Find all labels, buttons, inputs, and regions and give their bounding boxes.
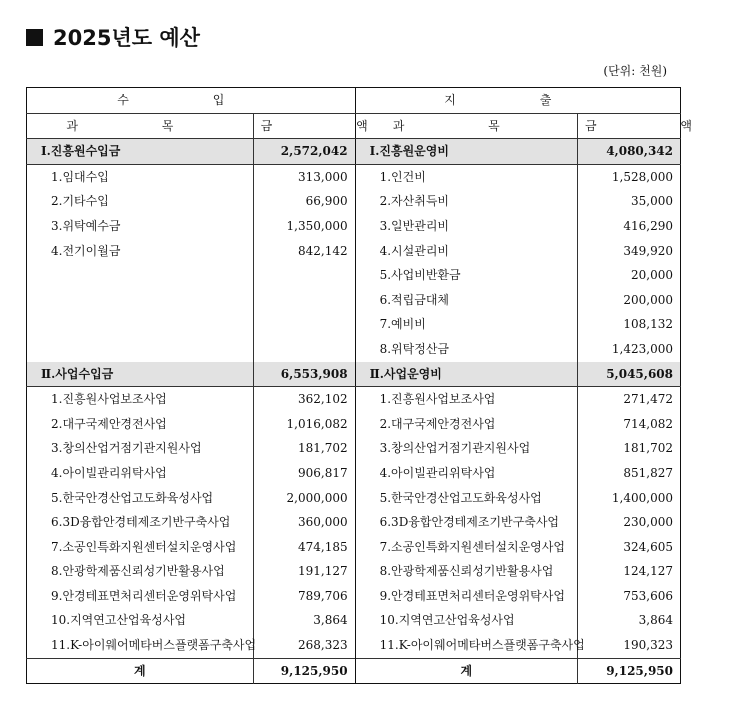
expense-item-cell: 4.시설관리비 (355, 239, 577, 264)
table-row (27, 486, 681, 511)
income-amount-cell: 2,000,000 (253, 486, 355, 511)
expense-item-cell: 계 (355, 658, 577, 684)
table-row (27, 312, 681, 337)
table-row (27, 608, 681, 633)
expense-item-cell: 3.일반관리비 (355, 214, 577, 239)
expense-amount-cell: 714,082 (623, 416, 673, 431)
table-row (27, 510, 681, 535)
income-amount-cell: 191,127 (253, 559, 355, 584)
income-amount-cell (253, 312, 355, 337)
table-row (27, 436, 681, 461)
expense-amount-cell: 9,125,950 (577, 658, 680, 684)
income-item-cell (27, 263, 254, 288)
expense-amount-cell: 1,423,000 (611, 341, 673, 356)
income-amount-cell: 2,572,042 (253, 139, 355, 165)
income-item-cell: 1.임대수입 (27, 164, 254, 189)
expense-amount-cell: 230,000 (623, 515, 673, 530)
income-amount-cell: 474,185 (253, 535, 355, 560)
budget-table (26, 87, 732, 684)
expense-item-cell: 5.사업비반환금 (355, 263, 577, 288)
expense-amount-cell: 20,000 (631, 268, 673, 283)
expense-item-cell: 3.창의산업거점기관지원사업 (355, 436, 577, 461)
expense-item-cell: 11.K-아이웨어메타버스플랫폼구축사업 (355, 633, 577, 658)
section-row (27, 139, 681, 165)
income-header: 수 입 (27, 88, 356, 114)
expense-item-header: 과 목 (355, 113, 577, 139)
expense-amount-cell: 349,920 (623, 243, 673, 258)
expense-amount-cell: 1,528,000 (611, 169, 673, 184)
expense-item-cell: 8.안광학제품신뢰성기반활용사업 (355, 559, 577, 584)
table-row (27, 214, 681, 239)
expense-item-cell: 8.위탁정산금 (355, 337, 577, 362)
table-row (27, 535, 681, 560)
expense-item-cell: 1.진흥원사업보조사업 (355, 387, 577, 412)
income-amount-cell: 906,817 (253, 461, 355, 486)
income-item-cell: 3.위탁예수금 (27, 214, 254, 239)
table-row (27, 337, 681, 362)
table-row (27, 288, 681, 313)
expense-item-cell: 9.안경테표면처리센터운영위탁사업 (355, 584, 577, 609)
square-bullet-icon (26, 29, 43, 46)
expense-item-cell: Ⅰ.진흥원운영비 (355, 139, 577, 165)
title-text: 2025년도 예산 (53, 26, 200, 50)
expense-amount-cell: 416,290 (623, 218, 673, 233)
income-item-cell: 3.창의산업거점기관지원사업 (27, 436, 254, 461)
income-item-cell: 8.안광학제품신뢰성기반활용사업 (27, 559, 254, 584)
table-row (27, 412, 681, 437)
income-item-cell: 4.아이빌관리위탁사업 (27, 461, 254, 486)
expense-item-cell: 2.대구국제안경전사업 (355, 412, 577, 437)
expense-item-cell: 1.인건비 (355, 164, 577, 189)
income-item-cell: 7.소공인특화지원센터설치운영사업 (27, 535, 254, 560)
income-item-cell: 2.대구국제안경전사업 (27, 412, 254, 437)
expense-item-cell: 7.소공인특화지원센터설치운영사업 (355, 535, 577, 560)
expense-amount-cell: 324,605 (623, 539, 673, 554)
expense-amount-cell: 1,400,000 (611, 490, 673, 505)
expense-amount-cell: 181,702 (623, 441, 673, 456)
expense-amount-cell: 35,000 (631, 194, 673, 209)
table-row (27, 461, 681, 486)
expense-item-cell: 6.3D융합안경테제조기반구축사업 (355, 510, 577, 535)
expense-item-cell: 2.자산취득비 (355, 189, 577, 214)
income-item-cell (27, 337, 254, 362)
table-row (27, 584, 681, 609)
header-row-sub (27, 113, 681, 139)
expense-amount-cell: 124,127 (623, 564, 673, 579)
table-row (27, 263, 681, 288)
income-amount-cell: 360,000 (253, 510, 355, 535)
income-item-cell: Ⅱ.사업수입금 (27, 362, 254, 387)
income-amount-cell: 1,350,000 (253, 214, 355, 239)
expense-item-cell: 7.예비비 (355, 312, 577, 337)
income-item-cell: 4.전기이월금 (27, 239, 254, 264)
section-row (27, 362, 681, 387)
income-amount-cell: 9,125,950 (253, 658, 355, 684)
income-item-cell (27, 312, 254, 337)
table-row (27, 559, 681, 584)
expense-item-cell: 6.적립금대체 (355, 288, 577, 313)
expense-amount-header: 금 액 (577, 113, 680, 139)
income-amount-cell: 66,900 (253, 189, 355, 214)
unit-note: (단위: 천원) (603, 64, 667, 78)
income-amount-cell: 789,706 (253, 584, 355, 609)
table-row (27, 189, 681, 214)
income-amount-cell: 842,142 (253, 239, 355, 264)
income-item-cell: 5.한국안경산업고도화육성사업 (27, 486, 254, 511)
expense-amount-cell: 190,323 (623, 638, 673, 653)
table-row (27, 239, 681, 264)
income-item-cell: 1.진흥원사업보조사업 (27, 387, 254, 412)
header-row-main (27, 88, 681, 114)
income-amount-cell (253, 263, 355, 288)
income-amount-cell: 268,323 (253, 633, 355, 658)
expense-amount-cell: 200,000 (623, 292, 673, 307)
income-amount-cell (253, 337, 355, 362)
income-amount-cell: 313,000 (253, 164, 355, 189)
income-amount-cell (253, 288, 355, 313)
expense-amount-cell: 5,045,608 (577, 362, 680, 387)
income-item-cell: 10.지역연고산업육성사업 (27, 608, 254, 633)
income-item-cell: 11.K-아이웨어메타버스플랫폼구축사업 (27, 633, 254, 658)
income-amount-cell: 1,016,082 (253, 412, 355, 437)
income-item-cell: Ⅰ.진흥원수입금 (27, 139, 254, 165)
expense-amount-cell: 271,472 (623, 392, 673, 407)
table-row (27, 387, 681, 412)
expense-amount-cell: 108,132 (623, 317, 673, 332)
expense-item-cell: 10.지역연고산업육성사업 (355, 608, 577, 633)
income-item-cell: 2.기타수입 (27, 189, 254, 214)
expense-amount-cell: 3,864 (638, 613, 673, 628)
table-row (27, 633, 681, 658)
expense-amount-cell: 753,606 (623, 588, 673, 603)
total-row (27, 658, 681, 684)
table-row (27, 164, 681, 189)
expense-item-cell: 5.한국안경산업고도화육성사업 (355, 486, 577, 511)
income-item-header: 과 목 (27, 113, 254, 139)
income-amount-cell: 3,864 (253, 608, 355, 633)
income-item-cell: 9.안경테표면처리센터운영위탁사업 (27, 584, 254, 609)
expense-header: 지 출 (355, 88, 680, 114)
income-amount-cell: 362,102 (253, 387, 355, 412)
expense-amount-cell: 4,080,342 (577, 139, 680, 165)
expense-item-cell: 4.아이빌관리위탁사업 (355, 461, 577, 486)
page-title (26, 22, 200, 52)
expense-amount-cell: 851,827 (623, 465, 673, 480)
income-item-cell: 계 (27, 658, 254, 684)
income-amount-cell: 6,553,908 (253, 362, 355, 387)
income-amount-cell: 181,702 (253, 436, 355, 461)
income-amount-header: 금 액 (253, 113, 355, 139)
income-item-cell: 6.3D융합안경테제조기반구축사업 (27, 510, 254, 535)
expense-item-cell: Ⅱ.사업운영비 (355, 362, 577, 387)
income-item-cell (27, 288, 254, 313)
